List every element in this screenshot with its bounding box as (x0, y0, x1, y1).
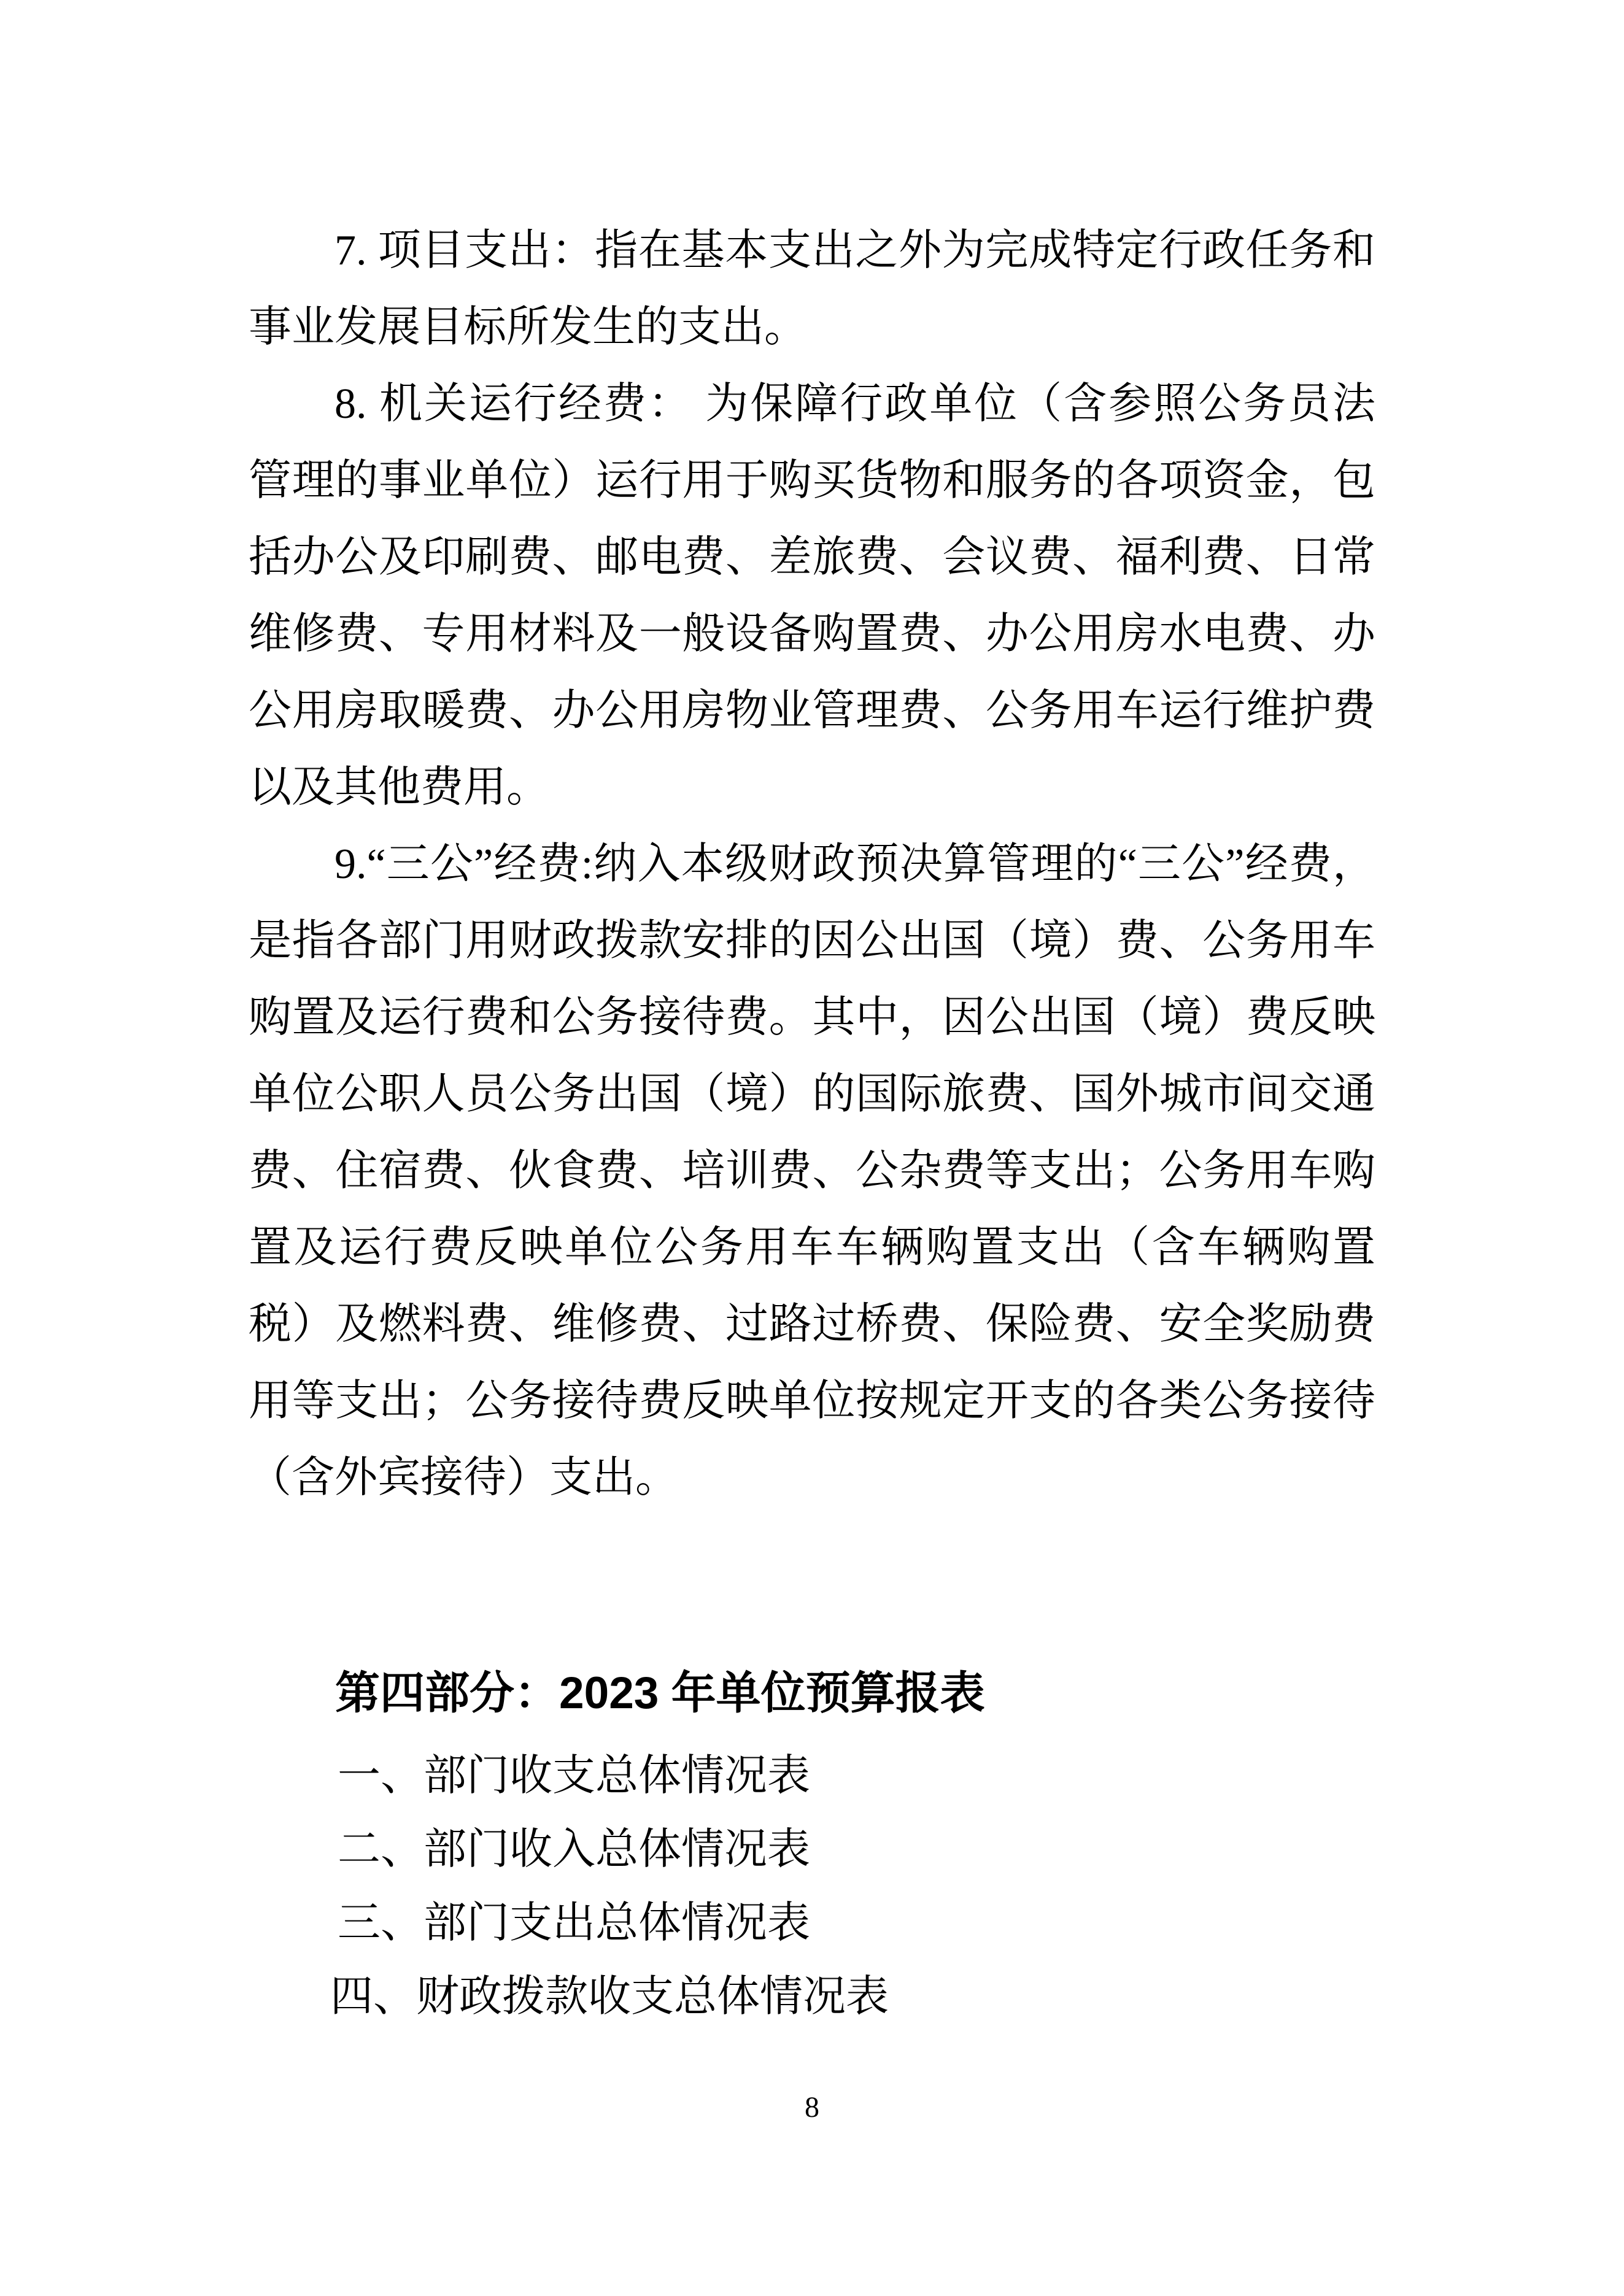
table-list-item-income-expenditure-overview: 一、部门收支总体情况表 (338, 1752, 810, 1800)
page-number: 8 (805, 2091, 819, 2124)
table-list-item-fiscal-appropriation-overview: 四、财政拨款收支总体情况表 (330, 1973, 889, 2021)
table-list-item-expenditure-overview: 三、部门支出总体情况表 (338, 1900, 810, 1947)
table-list-item-income-overview: 二、部门收入总体情况表 (338, 1826, 810, 1873)
budget-table-list (249, 1739, 1375, 2034)
paragraph-8-agency-operating-funds: 8. 机关运行经费： 为保障行政单位（含参照公务员法管理的事业单位）运行用于购买货物和服务的各项资金，包括办公及印刷费、邮电费、差旅费、会议费、福利费、日常维修费、专用材料及一般设备购置费、办公用房水电费、办公用房取暖费、办公用房物业管理费、公务用车运行维护费以及其他费用。 (249, 380, 1375, 811)
section-heading-part-four: 第四部分：2023 年单位预算报表 (335, 1668, 985, 1718)
paragraph-9-three-public-funds: 9.“三公”经费:纳入本级财政预决算管理的“三公”经费，是指各部门用财政拨款安排的因公出国（境）费、公务用车购置及运行费和公务接待费。其中，因公出国（境）费反映单位公职人员公务出国（境）的国际旅费、国外城市间交通费、住宿费、伙食费、培训费、公杂费等支出；公务用车购置及运行费反映单位公务用车车辆购置支出（含车辆购置税）及燃料费、维修费、过路过桥费、保险费、安全奖励费用等支出；公务接待费反映单位按规定开支的各类公务接待（含外宾接待）支出。 (249, 841, 1375, 1501)
paragraph-7-project-expenditure: 7. 项目支出：指在基本支出之外为完成特定行政任务和事业发展目标所发生的支出。 (249, 227, 1375, 351)
document-body (249, 212, 1375, 2034)
